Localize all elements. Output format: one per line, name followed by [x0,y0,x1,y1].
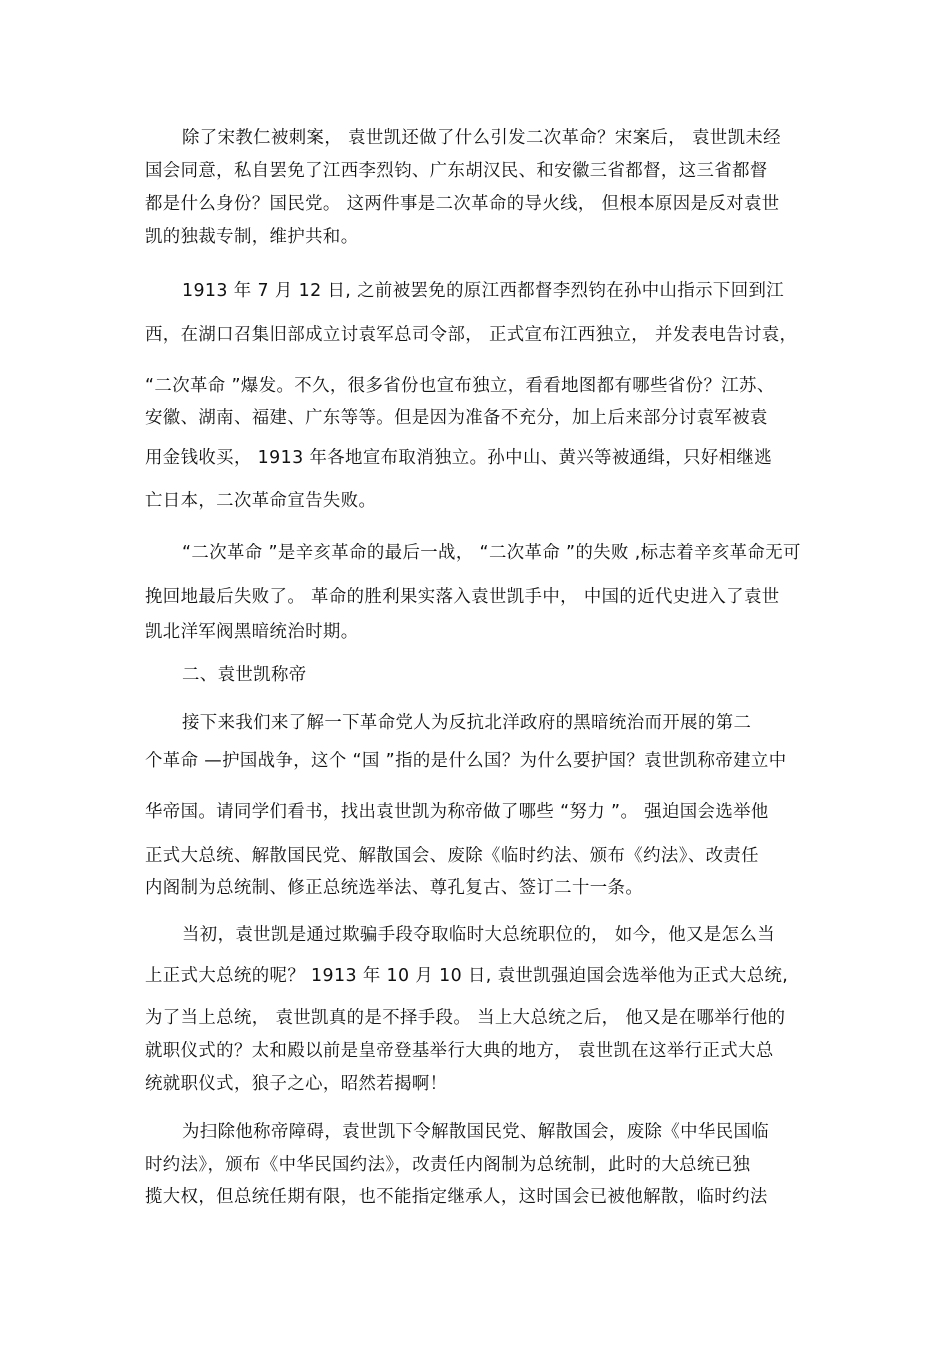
text-line: 为了当上总统， 袁世凯真的是不择手段。 当上大总统之后， 他又是在哪举行他的 [145,1008,786,1028]
text-line: 亡日本，二次革命宣告失败。 [145,491,377,511]
text-line: 当初，袁世凯是通过欺骗手段夺取临时大总统职位的， 如今，他又是怎么当 [182,925,776,945]
text-line: 都是什么身份？国民党。 这两件事是二次革命的导火线， 但根本原因是反对袁世 [145,194,780,214]
text-line: “二次革命 ”是辛亥革命的最后一战， “二次革命 ”的失败 ,标志着辛亥革命无可 [182,543,801,563]
text-line: 华帝国。请同学们看书，找出袁世凯为称帝做了哪些 “努力 ”。 强迫国会选举他 [145,802,769,822]
section-heading: 二、袁世凯称帝 [182,665,307,685]
text-line: 揽大权，但总统任期有限，也不能指定继承人，这时国会已被他解散，临时约法 [145,1187,768,1207]
text-line: 1913 年 7 月 12 日, 之前被罢免的原江西都督李烈钧在孙中山指示下回到江 [182,281,785,301]
text-line: 西，在湖口召集旧部成立讨袁军总司令部， 正式宣布江西独立， 并发表电告讨袁， [145,325,798,345]
text-line: 接下来我们来了解一下革命党人为反抗北洋政府的黑暗统治而开展的第二 [182,713,752,733]
text-line: 为扫除他称帝障碍，袁世凯下令解散国民党、解散国会，废除《中华民国临 [182,1122,770,1142]
text-line: 正式大总统、解散国民党、解散国会、废除《临时约法、颁布《约法》、改责任 [145,846,759,866]
text-line: 个革命 —护国战争，这个 “国 ”指的是什么国？为什么要护国？袁世凯称帝建立中 [145,751,787,771]
text-line: 国会同意，私自罢免了江西李烈钧、广东胡汉民、和安徽三省都督，这三省都督 [145,161,768,181]
text-line: 内阁制为总统制、修正总统选举法、尊孔复古、签订二十一条。 [145,878,644,898]
text-line: “二次革命 ”爆发。不久，很多省份也宣布独立，看看地图都有哪些省份？江苏、 [145,376,775,396]
text-line: 时约法》，颁布《中华民国约法》，改责任内阁制为总统制，此时的大总统已独 [145,1155,751,1175]
text-line: 就职仪式的？太和殿以前是皇帝登基举行大典的地方， 袁世凯在这举行正式大总 [145,1041,774,1061]
text-line: 凯的独裁专制，维护共和。 [145,227,359,247]
text-line: 上正式大总统的呢？ 1913 年 10 月 10 日, 袁世凯强迫国会选举他为正式大总统, [145,966,789,986]
text-line: 用金钱收买， 1913 年各地宣布取消独立。孙中山、黄兴等被通缉，只好相继逃 [145,448,773,468]
text-line: 统就职仪式，狼子之心，昭然若揭啊！ [145,1074,448,1094]
text-line: 安徽、湖南、福建、广东等等。但是因为准备不充分，加上后来部分讨袁军被袁 [145,408,768,428]
text-line: 挽回地最后失败了。 革命的胜利果实落入袁世凯手中， 中国的近代史进入了袁世 [145,587,780,607]
text-line: 除了宋教仁被刺案， 袁世凯还做了什么引发二次革命？宋案后， 袁世凯未经 [182,128,781,148]
text-line: 凯北洋军阀黑暗统治时期。 [145,622,359,642]
